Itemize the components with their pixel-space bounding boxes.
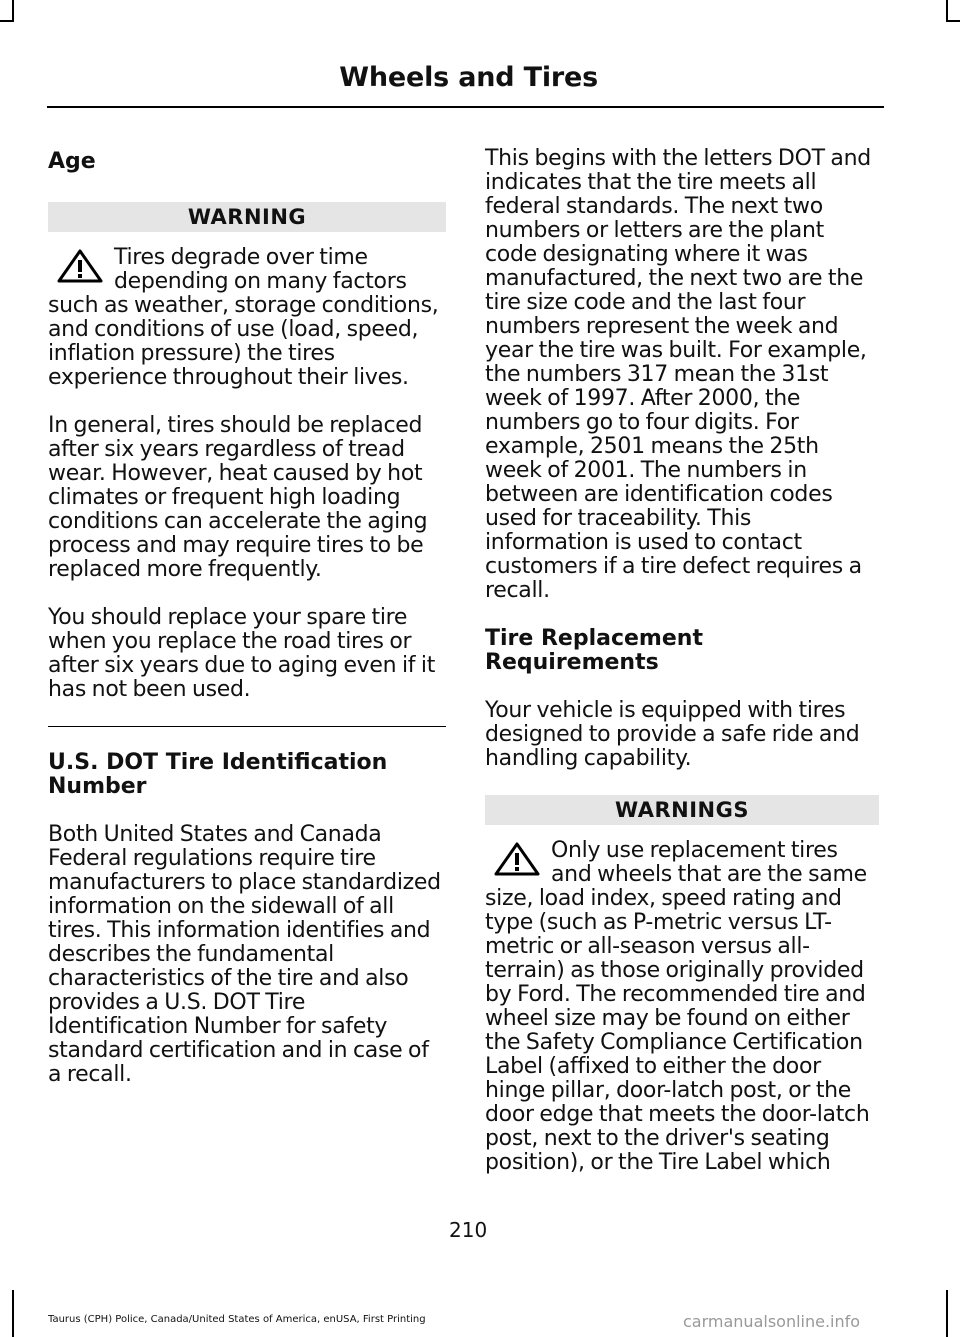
crop-mark xyxy=(948,20,960,22)
paragraph: In general, tires should be replaced after six years regardless of tread wear. However, heat caused by hot climates or frequent high loading conditions can accelerate the aging process and may require tires to be replaced more frequently. xyxy=(48,413,428,582)
section-heading-dot: U.S. DOT Tire Identification Number xyxy=(48,750,388,799)
crop-mark xyxy=(0,20,12,22)
page-number: 210 xyxy=(449,1218,488,1242)
right-column xyxy=(485,147,879,1199)
crop-mark xyxy=(946,0,948,22)
warning-triangle-icon xyxy=(56,248,104,284)
crop-mark xyxy=(12,0,14,22)
section-heading-replacement: Tire Replacement Requirements xyxy=(485,626,703,675)
left-column xyxy=(48,142,446,1111)
warning-banner: WARNING xyxy=(48,202,446,232)
warnings-banner: WARNINGS xyxy=(485,795,879,825)
warning-block xyxy=(48,246,446,390)
paragraph: Your vehicle is equipped with tires designed to provide a safe ride and handling capability. xyxy=(485,698,860,771)
watermark: carmanualsonline.info xyxy=(683,1312,861,1331)
paragraph: Both United States and Canada Federal regulations require tire manufacturers to place standardized information on the sidewall of all tires. This information identifies and describes the fundamental characteristics of the tire and also provides a U.S. DOT Tire Identification Number for safety standard certification and in case of a recall. xyxy=(48,822,441,1087)
crop-mark xyxy=(946,1290,948,1337)
header-rule xyxy=(47,106,884,108)
paragraph: You should replace your spare tire when you replace the road tires or after six years due to aging even if it has not been used. xyxy=(48,605,436,702)
warning-text: Only use replacement tires and wheels that are the same size, load index, speed rating and type (such as P-metric versus LT-metric or all-season versus all-terrain) as those originally provided by Ford. The recommended tire and wheel size may be found on either the Safety Compliance Certification Label (affixed to either the door hinge pillar, door-latch post, or the door edge that meets the door-latch post, next to the driver's seating position), or the Tire Label which xyxy=(485,838,870,1175)
section-heading-age: Age xyxy=(48,149,96,174)
section-divider xyxy=(48,726,446,727)
warning-text: Tires degrade over time depending on many factors such as weather, storage conditions, and conditions of use (load, speed, inflation pressure) the tires experience throughout their lives. xyxy=(48,245,439,390)
page-title: Wheels and Tires xyxy=(339,62,598,93)
warning-triangle-icon xyxy=(493,841,541,877)
warning-block xyxy=(485,839,879,1175)
footer-text: Taurus (CPH) Police, Canada/United States of America, enUSA, First Printing xyxy=(48,1314,426,1325)
paragraph: This begins with the letters DOT and indicates that the tire meets all federal standards. The next two numbers or letters are the plant code designating where it was manufactured, the next two are the tire size code and the last four numbers represent the week and year the tire was built. For example, the numbers 317 mean the 31st week of 1997. After 2000, the numbers go to four digits. For example, 2501 means the 25th week of 2001. The numbers in between are identification codes used for traceability. This information is used to contact customers if a tire defect requires a recall. xyxy=(485,146,871,603)
crop-mark xyxy=(12,1290,14,1337)
